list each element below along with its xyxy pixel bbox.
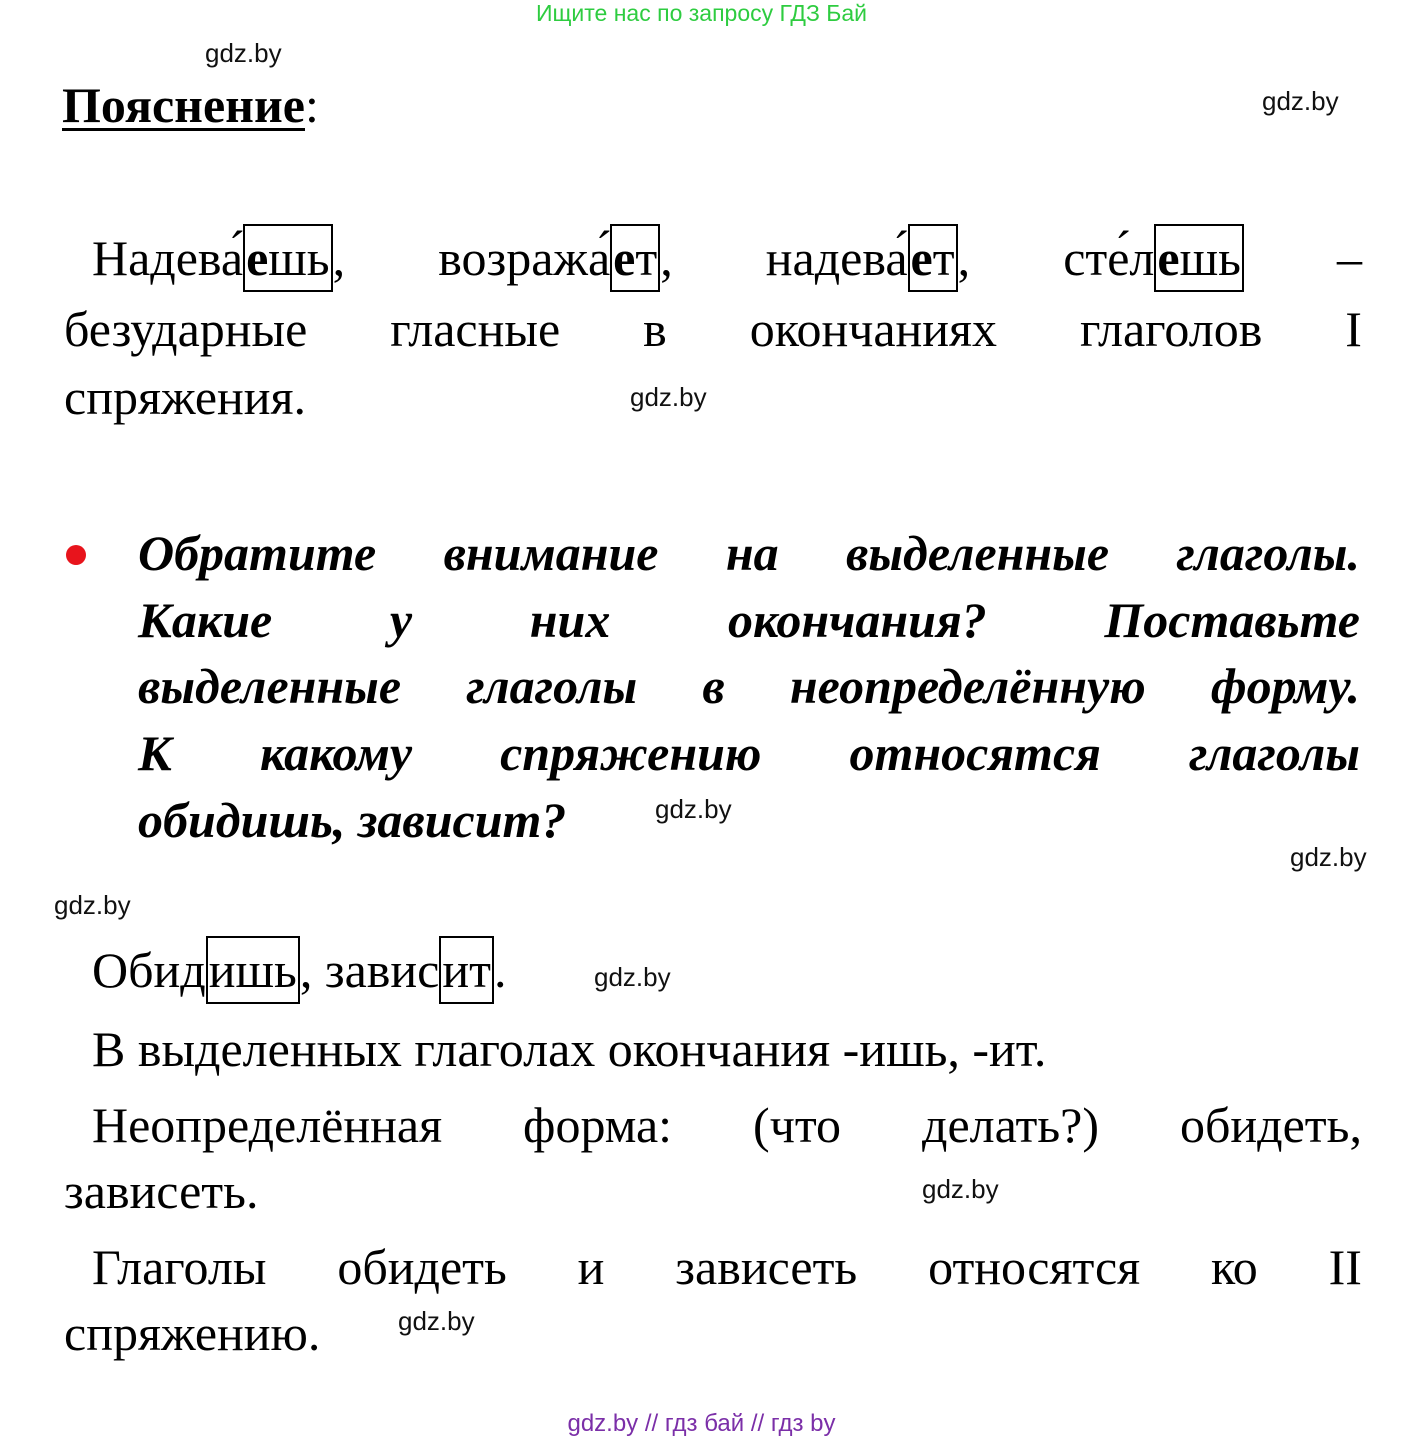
word-text: обидеть, xyxy=(1179,1097,1362,1153)
word-text: относятся xyxy=(849,725,1101,781)
ending-box xyxy=(439,936,494,1004)
ending-box xyxy=(610,224,660,292)
top-banner: Ищите нас по запросу ГДЗ Бай xyxy=(535,0,868,26)
word xyxy=(675,1234,857,1300)
word xyxy=(753,1092,841,1158)
watermark: gdz.by xyxy=(398,1306,475,1336)
word xyxy=(523,1092,672,1158)
watermark: gdz.by xyxy=(655,794,732,824)
word-text: К xyxy=(138,725,172,781)
ending-box xyxy=(206,936,300,1004)
word-text: неопределённую xyxy=(789,658,1146,714)
word-text: ко xyxy=(1211,1239,1258,1295)
word-text: , xyxy=(332,230,346,286)
word xyxy=(92,1234,266,1300)
word-text: (что xyxy=(753,1097,842,1153)
page-title xyxy=(62,76,319,134)
word xyxy=(390,296,560,362)
word-text: окончаниях xyxy=(749,301,998,357)
ending-vowel: е xyxy=(910,230,933,286)
ending-rest: шь xyxy=(268,230,330,286)
word xyxy=(64,1300,320,1366)
word-text: , xyxy=(660,230,673,286)
watermark: gdz.by xyxy=(594,962,671,992)
word xyxy=(1104,587,1360,653)
word-text: возража́ xyxy=(438,230,611,286)
word-text: форма: xyxy=(523,1097,673,1153)
word xyxy=(750,296,997,362)
word xyxy=(1211,1234,1258,1300)
text-line xyxy=(92,224,1362,290)
word-text: какому xyxy=(259,725,413,781)
word xyxy=(1211,653,1360,719)
word-text: спряжению xyxy=(500,725,762,781)
watermark: gdz.by xyxy=(922,1174,999,1204)
bullet-icon xyxy=(66,545,86,565)
word xyxy=(500,720,761,786)
word xyxy=(728,587,987,653)
text-line xyxy=(64,364,306,430)
word-text: зависеть. xyxy=(64,1163,259,1219)
word xyxy=(138,787,566,853)
ending-rest: т xyxy=(932,230,955,286)
word xyxy=(928,1234,1140,1300)
word xyxy=(1180,1092,1362,1158)
word xyxy=(444,520,659,586)
ending-vowel: е xyxy=(246,230,269,286)
word-text: Глаголы xyxy=(92,1239,267,1295)
word xyxy=(578,1234,605,1300)
word-text: обидеть xyxy=(337,1239,507,1295)
watermark: gdz.by xyxy=(1262,86,1339,116)
word-text: обидишь, зависит? xyxy=(138,792,567,848)
word xyxy=(726,520,779,586)
word xyxy=(1337,225,1362,291)
word-text: внимание xyxy=(443,525,659,581)
word-text: Надева́ xyxy=(92,230,244,286)
ending-box xyxy=(908,224,958,292)
text-line xyxy=(92,1234,1362,1300)
word-text: зависеть xyxy=(675,1239,858,1295)
word xyxy=(64,364,306,430)
word-text: них xyxy=(529,592,611,648)
ending-box xyxy=(1154,224,1244,292)
word xyxy=(1063,224,1244,292)
word xyxy=(530,587,611,653)
text-line xyxy=(138,720,1360,786)
word xyxy=(138,653,401,719)
text-line xyxy=(138,520,1360,586)
word-text: глаголов xyxy=(1080,301,1263,357)
word-text: окончания? xyxy=(727,592,987,648)
word xyxy=(766,224,970,292)
word xyxy=(92,224,345,292)
word xyxy=(1329,1234,1362,1300)
word-text: спряжению. xyxy=(64,1305,321,1361)
ending-vowel: е xyxy=(613,230,636,286)
word-text: сте́л xyxy=(1063,230,1155,286)
word-text: Обид xyxy=(92,942,206,998)
word xyxy=(438,224,673,292)
word-text: надева́ xyxy=(765,230,908,286)
word-text: глаголы xyxy=(466,658,638,714)
text-line xyxy=(138,787,566,853)
text-line xyxy=(64,1158,258,1224)
word xyxy=(138,520,376,586)
word-text: относятся xyxy=(928,1239,1141,1295)
ending-rest: шь xyxy=(1179,230,1241,286)
word-text: на xyxy=(725,525,779,581)
watermark: gdz.by xyxy=(1290,842,1367,872)
watermark: gdz.by xyxy=(630,382,707,412)
word xyxy=(92,1016,1046,1082)
word-text: и xyxy=(577,1239,605,1295)
word-text: выделенные xyxy=(138,658,402,714)
word xyxy=(849,720,1100,786)
word xyxy=(922,1092,1099,1158)
ending-rest: ишь xyxy=(208,942,297,998)
heading-text: Пояснение xyxy=(62,77,305,133)
word-text: Обратите xyxy=(138,525,377,581)
word-text: Неопределённая xyxy=(92,1097,443,1153)
word-text: II xyxy=(1328,1239,1362,1295)
text-line xyxy=(64,296,1362,362)
word-text: делать?) xyxy=(922,1097,1099,1153)
word xyxy=(138,720,172,786)
word xyxy=(64,1158,258,1224)
word-text: Какие xyxy=(138,592,273,648)
word xyxy=(390,587,412,653)
word xyxy=(92,936,506,1004)
word-text: безударные xyxy=(64,301,308,357)
bottom-banner: gdz.by // гдз бай // гдз by xyxy=(567,1410,836,1437)
word-text: у xyxy=(389,592,413,648)
word xyxy=(1345,296,1362,362)
word xyxy=(337,1234,506,1300)
ending-vowel: е xyxy=(1157,230,1180,286)
text-line xyxy=(138,587,1360,653)
watermark: gdz.by xyxy=(54,890,131,920)
text-line xyxy=(92,936,506,1002)
word-text: глаголы. xyxy=(1176,525,1360,581)
ending-box xyxy=(243,224,333,292)
word xyxy=(64,296,307,362)
text-line xyxy=(138,653,1360,719)
word xyxy=(1189,720,1360,786)
heading-colon: : xyxy=(305,77,319,133)
word-text: выделенные xyxy=(846,525,1110,581)
watermark: gdz.by xyxy=(205,38,282,68)
text-line xyxy=(92,1016,1046,1082)
word-text: гласные xyxy=(390,301,561,357)
word-text: , завис xyxy=(299,942,440,998)
word-text: Поставьте xyxy=(1104,592,1360,648)
word-text: в xyxy=(702,658,725,714)
word xyxy=(138,587,272,653)
word-text: . xyxy=(493,942,507,998)
text-line xyxy=(64,1300,320,1366)
word xyxy=(643,296,667,362)
word xyxy=(846,520,1109,586)
word xyxy=(702,653,724,719)
word-text: , xyxy=(957,230,971,286)
word-text: форму. xyxy=(1210,658,1360,714)
text-line xyxy=(92,1092,1362,1158)
word-text: – xyxy=(1336,230,1362,286)
word xyxy=(92,1092,442,1158)
ending-rest: т xyxy=(635,230,658,286)
word xyxy=(1080,296,1262,362)
word xyxy=(1176,520,1360,586)
word xyxy=(466,653,637,719)
word-text: I xyxy=(1345,301,1362,357)
word-text: спряжения. xyxy=(64,369,307,425)
word-text: в xyxy=(643,301,667,357)
word-text: В выделенных глаголах окончания -ишь, -ит. xyxy=(92,1021,1047,1077)
ending-rest: ит xyxy=(442,942,491,998)
word-text: глаголы xyxy=(1188,725,1360,781)
word xyxy=(790,653,1146,719)
word xyxy=(260,720,412,786)
